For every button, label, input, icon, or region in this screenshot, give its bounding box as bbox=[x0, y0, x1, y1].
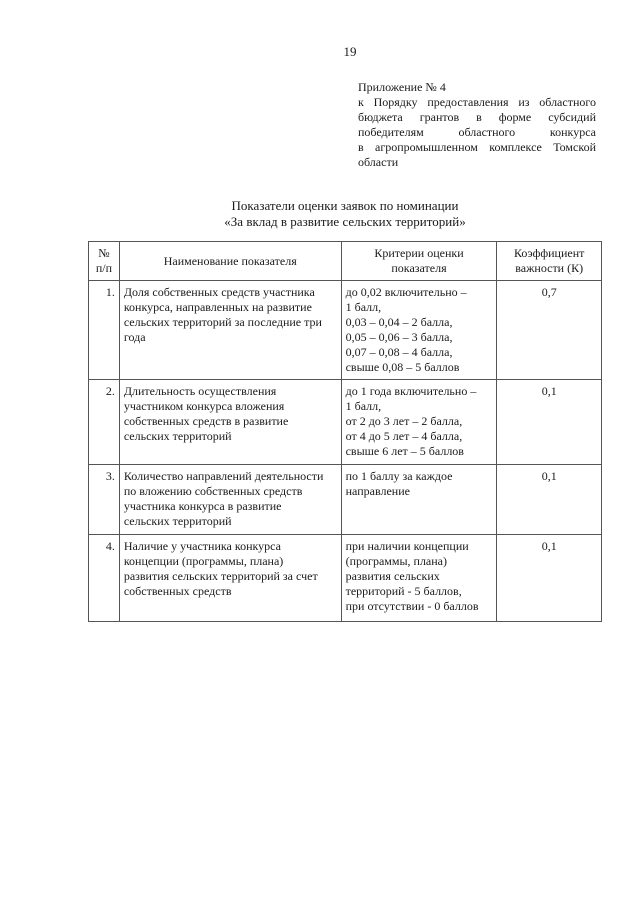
row-name: Длительность осуществления участником конкурса вложения собственных средств в развитие сельских территорий bbox=[119, 380, 341, 465]
table-row bbox=[89, 380, 602, 465]
table-row bbox=[89, 535, 602, 622]
row-num: 3. bbox=[89, 465, 120, 535]
row-criteria: при наличии концепции (программы, плана) развития сельских территорий - 5 баллов, при отсутствии - 0 баллов bbox=[341, 535, 497, 622]
row-coefficient: 0,1 bbox=[497, 380, 602, 465]
appendix-line: области bbox=[358, 155, 399, 169]
row-name: Количество направлений деятельности по вложению собственных средств участника конкурса в развитие сельских территорий bbox=[119, 465, 341, 535]
table-header-row bbox=[89, 242, 602, 281]
row-criteria: до 0,02 включительно – 1 балл, 0,03 – 0,04 – 2 балла, 0,05 – 0,06 – 3 балла, 0,07 – 0,08 – 4 балла, свыше 0,08 – 5 баллов bbox=[341, 281, 497, 380]
appendix-line: бюджета грантов в форме субсидий bbox=[358, 110, 596, 124]
row-num: 2. bbox=[89, 380, 120, 465]
appendix-line: к Порядку предоставления из областного bbox=[358, 95, 596, 109]
row-num: 1. bbox=[89, 281, 120, 380]
row-coefficient: 0,1 bbox=[497, 465, 602, 535]
appendix-header bbox=[358, 80, 596, 170]
table-row bbox=[89, 281, 602, 380]
header-name: Наименование показателя bbox=[119, 242, 341, 281]
page-number: 19 bbox=[343, 44, 357, 59]
header-num: № п/п bbox=[89, 242, 120, 281]
row-criteria: до 1 года включительно – 1 балл, от 2 до 3 лет – 2 балла, от 4 до 5 лет – 4 балла, свыше 6 лет – 5 баллов bbox=[341, 380, 497, 465]
row-name: Доля собственных средств участника конкурса, направленных на развитие сельских территорий за последние три года bbox=[119, 281, 341, 380]
row-criteria: по 1 баллу за каждое направление bbox=[341, 465, 497, 535]
header-criteria: Критерии оценки показателя bbox=[341, 242, 497, 281]
table-row bbox=[89, 465, 602, 535]
row-num: 4. bbox=[89, 535, 120, 622]
header-coefficient: Коэффициент важности (К) bbox=[497, 242, 602, 281]
appendix-line: в агропромышленном комплексе Томской bbox=[358, 140, 596, 154]
row-name: Наличие у участника конкурса концепции (программы, плана) развития сельских территорий за счет собственных средств bbox=[119, 535, 341, 622]
appendix-title: Приложение № 4 bbox=[358, 80, 446, 94]
appendix-line: победителям областного конкурса bbox=[358, 125, 596, 139]
table-title-line: Показатели оценки заявок по номинации bbox=[231, 198, 459, 213]
table-title-line: «За вклад в развитие сельских территорий» bbox=[224, 214, 466, 229]
row-coefficient: 0,1 bbox=[497, 535, 602, 622]
criteria-table bbox=[88, 241, 602, 622]
table-title bbox=[90, 198, 600, 230]
row-coefficient: 0,7 bbox=[497, 281, 602, 380]
